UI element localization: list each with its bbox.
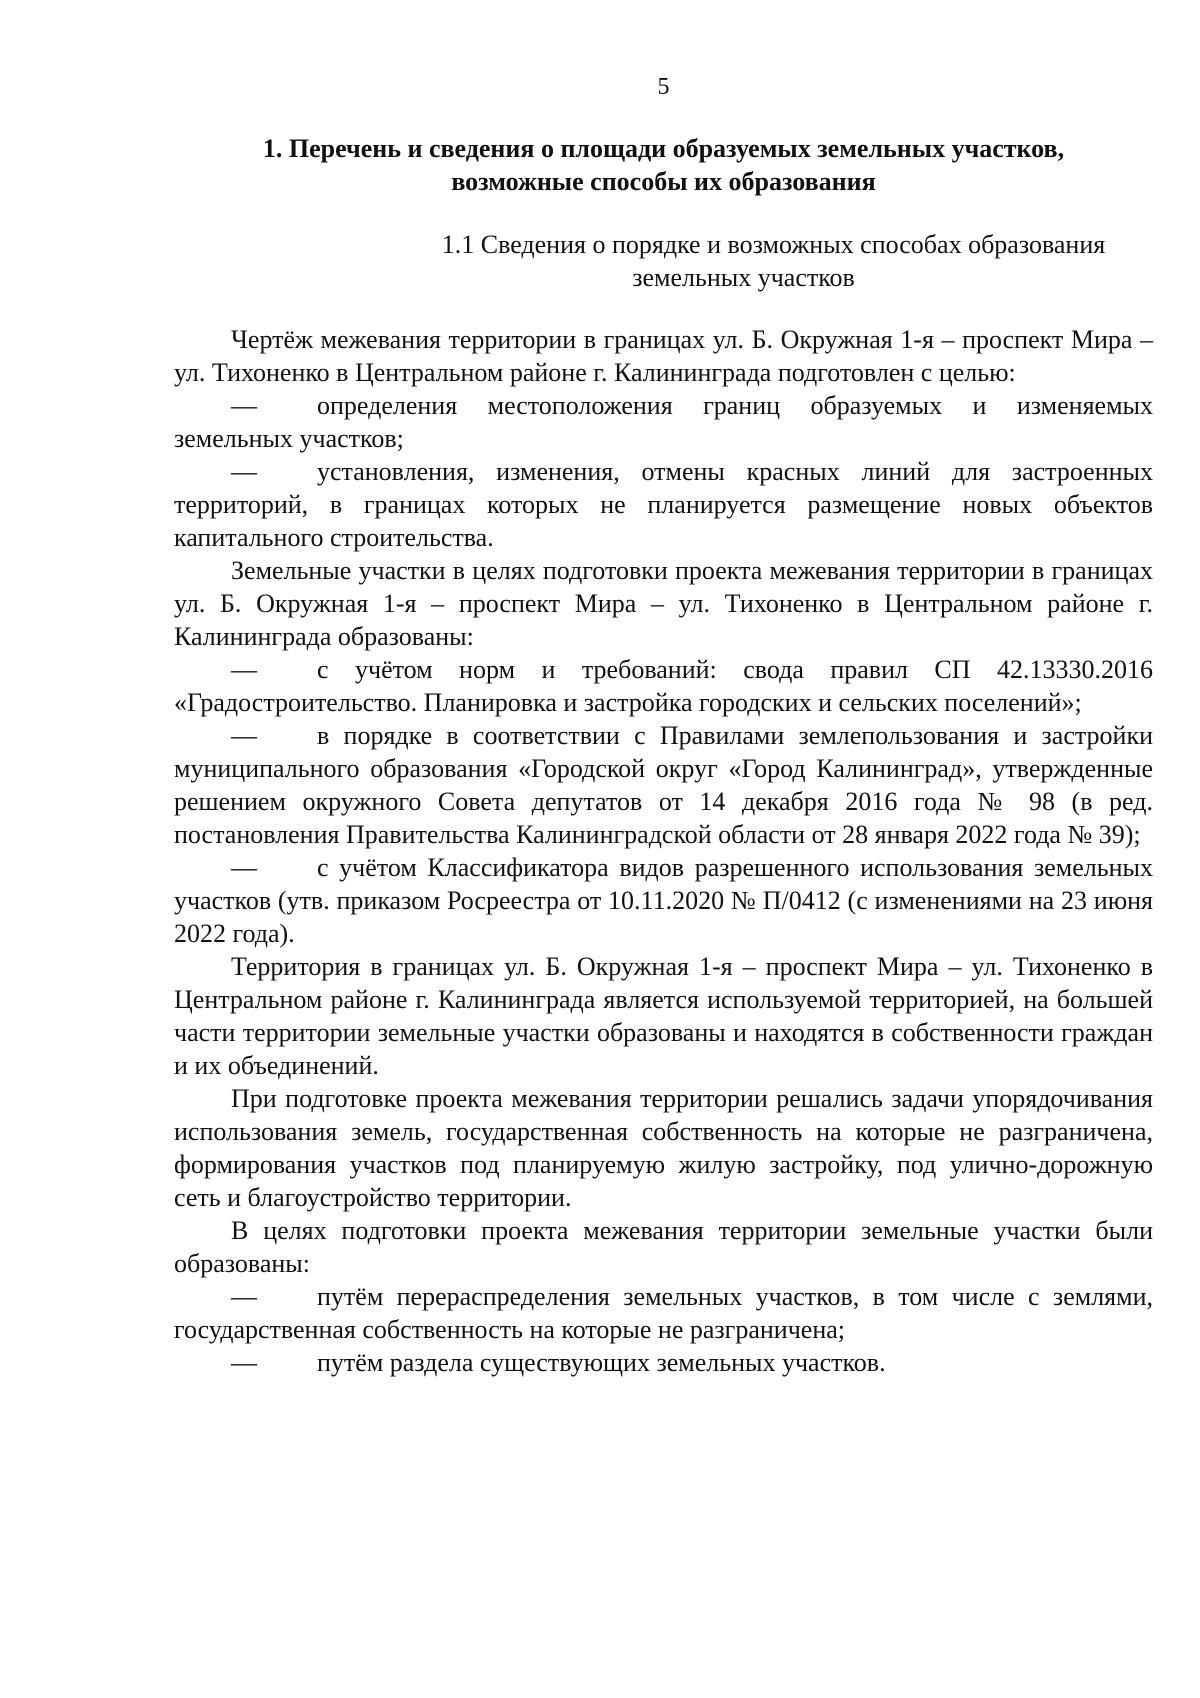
bullet-item [174,851,1153,950]
bullet-dash: — [231,721,257,750]
bullet-item [174,719,1153,851]
body-paragraph: При подготовке проекта межевания территории решались задачи упорядочивания использования земель, государственная собственность на которые не разграничена, формирования участков под планируемую жилую застройку, под улично-дорожную сеть и благоустройство территории. [174,1084,1153,1212]
body-paragraph: В целях подготовки проекта межевания территории земельные участки были образованы: [174,1216,1153,1278]
subsection-heading [174,228,1153,294]
bullet-item [174,1346,1153,1379]
bullet-item [174,653,1153,719]
section-heading-line-2: возможные способы их образования [451,167,876,196]
page-number: 5 [657,74,670,100]
body-paragraph: Чертёж межевания территории в границах ул. Б. Окружная 1-я – проспект Мира – ул. Тихоненко в Центральном районе г. Калининграда подготовлен с целью: [174,325,1153,387]
bullet-dash: — [231,391,257,420]
bullet-item [174,455,1153,554]
bullet-text: путём раздела существующих земельных участков. [317,1348,886,1377]
bullet-text: с учётом норм и требований: свода правил СП 42.13330.2016 «Градостроительство. Планировка и застройка городских и сельских поселений»; [174,655,1153,717]
bullet-text: в порядке в соответствии с Правилами землепользования и застройки муниципального образования «Городской округ «Город Калининград», утвержденные решением окружного Совета депутатов от 14 декабря 2016 года № 98 (в ред. постановления Правительства Калининградской области от 28 января 2022 года № 39); [174,721,1153,849]
bullet-dash: — [231,1348,257,1377]
section-heading-line-1: 1. Перечень и сведения о площади образуемых земельных участков, [262,134,1065,163]
subsection-heading-line-2: земельных участков [632,263,855,292]
bullet-dash: — [231,457,257,486]
document-body [174,323,1153,1379]
bullet-dash: — [231,853,257,882]
body-paragraph: Земельные участки в целях подготовки проекта межевания территории в границах ул. Б. Окружная 1-я – проспект Мира – ул. Тихоненко в Центральном районе г. Калининграда образованы: [174,556,1153,651]
bullet-item [174,389,1153,455]
bullet-dash: — [231,1282,257,1311]
bullet-text: с учётом Классификатора видов разрешенного использования земельных участков (утв. приказом Росреестра от 10.11.2020 № П/0412 (с изменениями на 23 июня 2022 года). [174,853,1153,948]
bullet-item [174,1280,1153,1346]
section-heading [174,132,1153,198]
bullet-text: путём перераспределения земельных участков, в том числе с землями, государственная собственность на которые не разграничена; [174,1282,1153,1344]
bullet-dash: — [231,655,257,684]
bullet-text: установления, изменения, отмены красных линий для застроенных территорий, в границах которых не планируется размещение новых объектов капитального строительства. [174,457,1153,552]
body-paragraph: Территория в границах ул. Б. Окружная 1-я – проспект Мира – ул. Тихоненко в Центральном районе г. Калининграда является используемой территорией, на большей части территории земельные участки образованы и находятся в собственности граждан и их объединений. [174,952,1153,1080]
subsection-heading-line-1: 1.1 Сведения о порядке и возможных способах образования [441,230,1106,259]
bullet-text: определения местоположения границ образуемых и изменяемых земельных участков; [174,391,1153,453]
